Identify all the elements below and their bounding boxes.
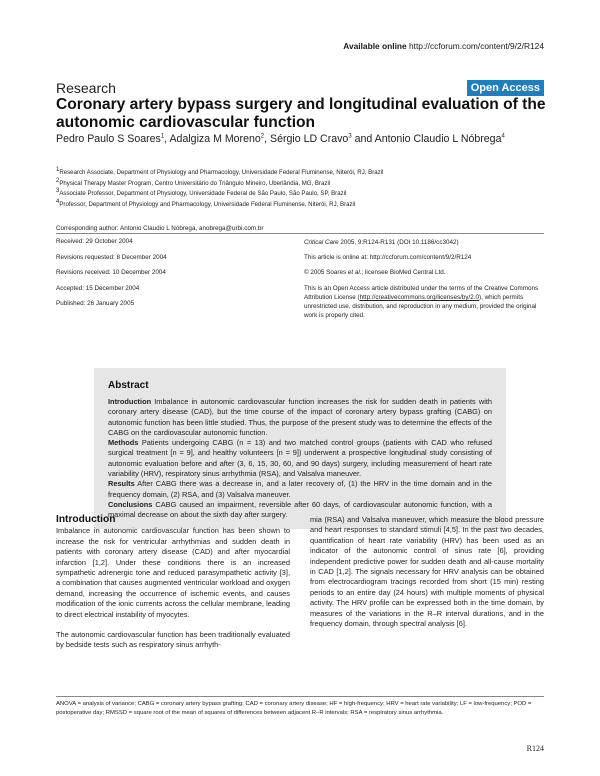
affiliation-item: [56, 189, 556, 200]
page-number: R124: [526, 744, 544, 753]
journal-name: Critical Care: [304, 239, 339, 246]
date-revisions-received: Revisions received: 10 December 2004: [56, 269, 166, 276]
affiliation-item: [56, 179, 556, 190]
introduction-heading: Introduction: [56, 514, 116, 525]
abstract-label: Conclusions: [108, 499, 153, 509]
affiliation-item: [56, 200, 556, 211]
abbreviations-footnote: ANOVA = analysis of variance; CABG = coronary artery bypass grafting; CAD = coronary artery disease; HF = high-frequency; HRV = heart rate variability; LF = low-frequency; POD = postoperative day; RMSSD = square root of the mean of squares of differences between adjacent R–R intervals; RSA = respiratory sinus arrhythmia.: [56, 701, 532, 717]
license-link[interactable]: http://creativecommons.org/licenses/by/2.0: [359, 293, 480, 301]
license-note: [304, 284, 544, 321]
abstract-heading: Abstract: [108, 380, 149, 391]
license-text: ), which permits unrestricted use, distribution, and reproduction in any medium, provided the original work is properly cited.: [304, 293, 537, 320]
abstract-results: [108, 479, 492, 500]
corresponding-author: Corresponding author: Antonio Claudio L Nóbrega, anobrega@urbi.com.br: [56, 225, 264, 232]
author-separator: ,: [164, 133, 170, 145]
author-mark: 2: [260, 133, 265, 140]
author-mark: 4: [501, 133, 505, 140]
copyright-etal: et al.: [347, 269, 362, 277]
abstract-introduction: [108, 397, 492, 438]
affiliation-text: Physical Therapy Master Program, Centro Universitário do Triângulo Mineiro, Uberlândia, MG, Brazil: [59, 179, 331, 187]
copyright-text: © 2005 Soares: [304, 269, 348, 277]
available-url[interactable]: http://ccforum.com/content/9/2/R124: [409, 41, 544, 51]
abstract-text: Imbalance in autonomic cardiovascular function increases the risk for sudden death in patients with coronary artery disease (CAD), but the time course of the impact of coronary artery bypass grafting (CABG) on autonomic function has been little studied. Thus, the purpose of the present study was to determine the effects of the CABG on the cardiovascular autonomic function.: [108, 397, 492, 437]
date-received: Received: 29 October 2004: [56, 238, 133, 245]
article-title: Coronary artery bypass surgery and longitudinal evaluation of the autonomic cardiovascular function: [56, 96, 546, 131]
author-name: Sérgio LD Cravo: [270, 133, 349, 145]
citation: [304, 238, 544, 247]
body-paragraph: Imbalance in autonomic cardiovascular function has been shown to increase the risk for ventricular arrhythmias and sudden death in patients with coronary artery disease (CAD) and after myocardial infarction [1,2]. Under these conditions there is an increased sympathetic adrenergic tone and reduced parasympathetic activity [3], a combination that causes augmented ventricular workload and oxygen demand, increasing the occurrence of ischemic events, and causes modification of the ionic currents across the cellular membrane, leading to direct electrical instability of myocytes.: [56, 526, 290, 619]
author-name: Pedro Paulo S Soares: [56, 133, 161, 145]
citation-block: [304, 238, 544, 326]
author-name: Adalgiza M Moreno: [169, 133, 261, 145]
abstract-label: Results: [108, 479, 135, 489]
author-separator: ,: [264, 133, 270, 145]
body-column-right: [310, 515, 544, 639]
section-label: Research: [56, 80, 116, 96]
affiliation-list: [56, 168, 556, 210]
abstract-label: Introduction: [108, 397, 152, 406]
affiliation-mark: 1: [56, 166, 60, 173]
date-published: Published: 26 January 2005: [56, 300, 135, 307]
abstract-text: After CABG there was a decrease in, and a later recovery of, (1) the HRV in the time domain and in the frequency domain, (2) RSA, and (3) Valsalva maneuver.: [108, 479, 492, 499]
affiliation-text: Associate Professor, Department of Physiology, Universidade Federal de São Paulo, São Paulo, SP, Brazil: [59, 190, 347, 198]
body-paragraph: mia (RSA) and Valsalva maneuver, which measure the blood pressure and heart responses to standard stimuli [4,5]. In the past two decades, quantification of heart rate variability (HRV) has been used as an indicator of the autonomic control of sinus rate [6], providing independent predictive power for sudden death and all-cause mortality in CAD [1,2]. The signals necessary for HRV analysis can be obtained from electrocardiogram tracings recorded from short (15 min) resting periods to an entire day (24 hours) with multiple moments of physical activity. The HRV profile can be expressed both in the time domain, by measures of the variations in the R–R interval durations, and in the frequency domain, through spectral analysis [6].: [310, 515, 544, 629]
divider: [56, 233, 544, 234]
abstract-text: CABG caused an impairment, reversible after 60 days, of cardiovascular autonomic function, with a maximal decrease on about the sixth day after surgery.: [108, 499, 492, 520]
available-label: Available online: [343, 41, 407, 51]
body-paragraph: The autonomic cardiovascular function has been traditionally evaluated by bedside tests such as respiratory sinus arrhyth-: [56, 630, 290, 650]
author-mark: 1: [160, 133, 165, 140]
divider: [56, 696, 544, 697]
abstract-methods: [108, 438, 492, 479]
affiliation-text: Professor, Department of Physiology and Pharmacology, Universidade Federal Fluminense, Niterói, RJ, Brazil: [59, 200, 356, 208]
affiliation-text: Research Associate, Department of Physiology and Pharmacology, Universidade Federal Fluminense, Niterói, RJ, Brazil: [59, 169, 384, 176]
affiliation-mark: 2: [56, 177, 60, 184]
author-mark: 3: [348, 133, 352, 140]
affiliation-mark: 4: [56, 198, 60, 205]
license-text: This is an Open Access article distributed under the terms of the Creative Commons Attribution License (: [304, 284, 539, 301]
date-revisions-requested: Revisions requested: 8 December 2004: [56, 254, 167, 261]
author-list: [56, 133, 556, 145]
abstract-text: Patients undergoing CABG (n = 13) and two matched control groups (patients with CAD who refused surgical treatment [n = 9], and healthy volunteers [n = 9]) underwent a prospective longitudinal study consisting of autonomic evaluation before and after (3, 6, 15, 30, 60, and 90 days) surgery, including measurement of heart rate variability (HRV), respiratory sinus arrhythmia (RSA), and Valsalva maneuver.: [108, 438, 492, 479]
affiliation-item: [56, 168, 556, 179]
affiliation-mark: 3: [56, 188, 60, 195]
open-access-badge: Open Access: [467, 80, 544, 96]
abstract-label: Methods: [108, 438, 139, 448]
author-name: Antonio Claudio L Nóbrega: [374, 133, 502, 145]
copyright: [304, 268, 544, 277]
date-accepted: Accepted: 15 December 2004: [56, 285, 140, 292]
abstract-box: [94, 368, 506, 529]
online-note: This article is online at: http://ccforum.com/content/9/2/R124: [304, 254, 472, 262]
available-online: [343, 41, 544, 51]
body-column-left: [56, 515, 290, 661]
author-separator: and: [351, 133, 375, 145]
citation-details: 2005, 9:R124-R131 (DOI 10.1186/cc3042): [338, 239, 459, 246]
copyright-text: ; licensee BioMed Central Ltd.: [361, 269, 446, 277]
